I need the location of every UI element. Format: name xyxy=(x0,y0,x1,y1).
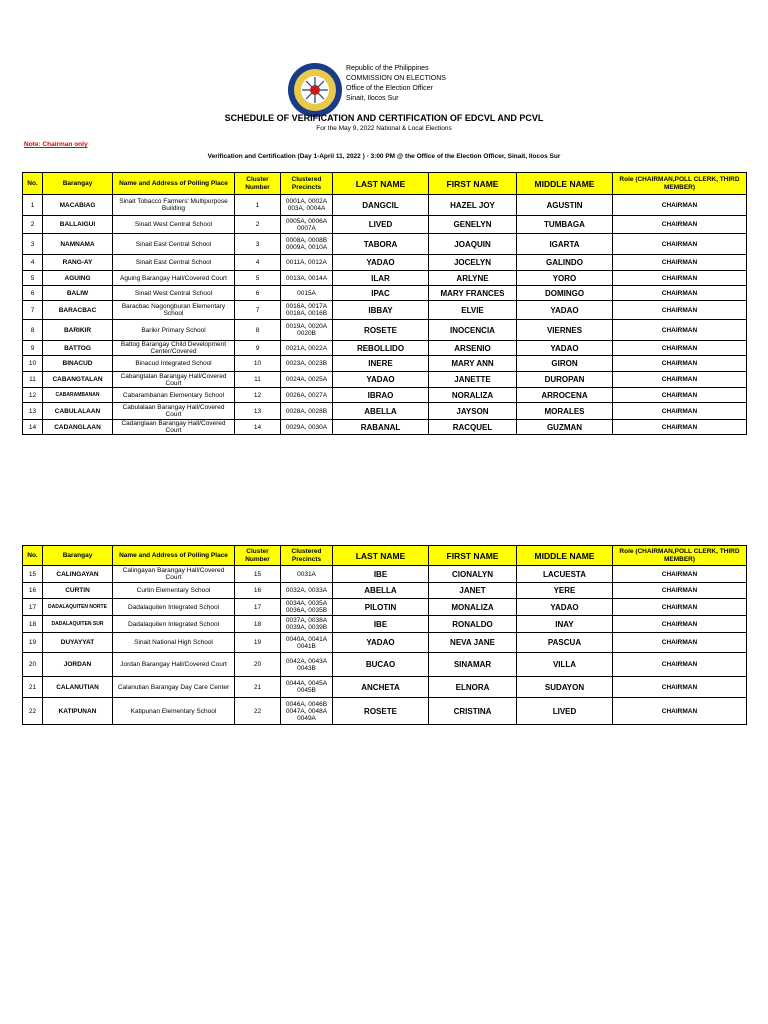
header-line-commission: COMMISSION ON ELECTIONS xyxy=(346,75,446,82)
last-name-cell: REBOLLIDO xyxy=(333,341,429,356)
role-cell: CHAIRMAN xyxy=(613,271,747,286)
table-row xyxy=(23,356,747,372)
precincts-cell: 0008A, 0008B 0009A, 0010A xyxy=(281,234,333,255)
first-name-cell: CIONALYN xyxy=(429,566,517,583)
barangay-cell: JORDAN xyxy=(43,653,113,677)
barangay-cell: DADALAQUITEN NORTE xyxy=(43,599,113,616)
polling-place-cell: Calanutian Barangay Day Care Center xyxy=(113,677,235,698)
schedule-table-2 xyxy=(22,545,747,725)
middle-name-cell: GIRON xyxy=(517,356,613,372)
col-barangay: Barangay xyxy=(43,546,113,566)
precincts-cell: 0015A xyxy=(281,286,333,301)
middle-name-cell: LIVED xyxy=(517,698,613,725)
cluster-number-cell: 8 xyxy=(235,320,281,341)
polling-place-cell: Cadanglaan Barangay Hall/Covered Court xyxy=(113,420,235,435)
table-row xyxy=(23,420,747,435)
middle-name-cell: TUMBAGA xyxy=(517,216,613,234)
middle-name-cell: YADAO xyxy=(517,301,613,320)
middle-name-cell: YORO xyxy=(517,271,613,286)
row-number: 11 xyxy=(23,372,43,388)
table-row xyxy=(23,698,747,725)
polling-place-cell: Sinait Tobacco Farmers' Multipurpose Building xyxy=(113,195,235,216)
table-row xyxy=(23,341,747,356)
precincts-cell: 0029A, 0030A xyxy=(281,420,333,435)
cluster-number-cell: 12 xyxy=(235,388,281,403)
barangay-cell: BALIW xyxy=(43,286,113,301)
row-number: 21 xyxy=(23,677,43,698)
role-cell: CHAIRMAN xyxy=(613,403,747,420)
barangay-cell: BALLAIGUI xyxy=(43,216,113,234)
note-text: Note: Chairman only xyxy=(24,141,88,148)
precincts-cell: 0026A, 0027A xyxy=(281,388,333,403)
first-name-cell: MARY FRANCES xyxy=(429,286,517,301)
header-line-location: Sinait, Ilocos Sur xyxy=(346,95,399,102)
last-name-cell: LIVED xyxy=(333,216,429,234)
role-cell: CHAIRMAN xyxy=(613,388,747,403)
last-name-cell: IBE xyxy=(333,616,429,633)
barangay-cell: DUYAYYAT xyxy=(43,633,113,653)
last-name-cell: DANGCIL xyxy=(333,195,429,216)
polling-place-cell: Sinait East Central School xyxy=(113,255,235,271)
row-number: 3 xyxy=(23,234,43,255)
row-number: 13 xyxy=(23,403,43,420)
last-name-cell: TABORA xyxy=(333,234,429,255)
last-name-cell: ABELLA xyxy=(333,403,429,420)
last-name-cell: ROSETE xyxy=(333,320,429,341)
precincts-cell: 0034A, 0035A 0036A, 0035B xyxy=(281,599,333,616)
cluster-number-cell: 7 xyxy=(235,301,281,320)
row-number: 20 xyxy=(23,653,43,677)
precincts-cell: 0021A, 0022A xyxy=(281,341,333,356)
table-row xyxy=(23,566,747,583)
table-row xyxy=(23,271,747,286)
barangay-cell: BARACBAC xyxy=(43,301,113,320)
first-name-cell: MARY ANN xyxy=(429,356,517,372)
middle-name-cell: PASCUA xyxy=(517,633,613,653)
role-cell: CHAIRMAN xyxy=(613,301,747,320)
row-number: 10 xyxy=(23,356,43,372)
first-name-cell: NEVA JANE xyxy=(429,633,517,653)
first-name-cell: ARSENIO xyxy=(429,341,517,356)
cluster-number-cell: 21 xyxy=(235,677,281,698)
table-row xyxy=(23,653,747,677)
table-row xyxy=(23,372,747,388)
first-name-cell: INOCENCIA xyxy=(429,320,517,341)
row-number: 17 xyxy=(23,599,43,616)
polling-place-cell: Sinait West Central School xyxy=(113,216,235,234)
row-number: 22 xyxy=(23,698,43,725)
polling-place-cell: Dadalaquiten Integrated School xyxy=(113,599,235,616)
middle-name-cell: DOMINGO xyxy=(517,286,613,301)
row-number: 9 xyxy=(23,341,43,356)
first-name-cell: GENELYN xyxy=(429,216,517,234)
polling-place-cell: Sinait National High School xyxy=(113,633,235,653)
middle-name-cell: INAY xyxy=(517,616,613,633)
barangay-cell: CABULALAAN xyxy=(43,403,113,420)
first-name-cell: JOAQUIN xyxy=(429,234,517,255)
last-name-cell: IBE xyxy=(333,566,429,583)
last-name-cell: YADAO xyxy=(333,372,429,388)
col-polling-place: Name and Address of Polling Place xyxy=(113,546,235,566)
role-cell: CHAIRMAN xyxy=(613,255,747,271)
role-cell: CHAIRMAN xyxy=(613,286,747,301)
cluster-number-cell: 18 xyxy=(235,616,281,633)
first-name-cell: ELNORA xyxy=(429,677,517,698)
row-number: 7 xyxy=(23,301,43,320)
barangay-cell: BATTOG xyxy=(43,341,113,356)
first-name-cell: RACQUEL xyxy=(429,420,517,435)
cluster-number-cell: 15 xyxy=(235,566,281,583)
table-header-row xyxy=(23,173,747,195)
cluster-number-cell: 9 xyxy=(235,341,281,356)
precincts-cell: 0023A, 0023B xyxy=(281,356,333,372)
col-first-name: FIRST NAME xyxy=(429,546,517,566)
first-name-cell: RONALDO xyxy=(429,616,517,633)
barangay-cell: MACABIAG xyxy=(43,195,113,216)
polling-place-cell: Cabulalaan Barangay Hall/Covered Court xyxy=(113,403,235,420)
last-name-cell: ROSETE xyxy=(333,698,429,725)
middle-name-cell: ARROCENA xyxy=(517,388,613,403)
first-name-cell: MONALIZA xyxy=(429,599,517,616)
last-name-cell: ILAR xyxy=(333,271,429,286)
role-cell: CHAIRMAN xyxy=(613,583,747,599)
verification-schedule-text: Verification and Certification (Day 1-April 11, 2022 ) - 3:00 PM @ the Office of the Election Officer, Sinait, Ilocos Sur xyxy=(207,153,561,160)
row-number: 19 xyxy=(23,633,43,653)
col-no: No. xyxy=(23,173,43,195)
cluster-number-cell: 3 xyxy=(235,234,281,255)
last-name-cell: IPAC xyxy=(333,286,429,301)
table-row xyxy=(23,301,747,320)
barangay-cell: CALANUTIAN xyxy=(43,677,113,698)
precincts-cell: 0013A, 0014A xyxy=(281,271,333,286)
middle-name-cell: VILLA xyxy=(517,653,613,677)
table-row xyxy=(23,216,747,234)
precincts-cell: 0024A, 0025A xyxy=(281,372,333,388)
role-cell: CHAIRMAN xyxy=(613,216,747,234)
middle-name-cell: GALINDO xyxy=(517,255,613,271)
table-row xyxy=(23,583,747,599)
last-name-cell: YADAO xyxy=(333,633,429,653)
precincts-cell: 0016A, 0017A 0018A, 0016B xyxy=(281,301,333,320)
col-role: Role (CHAIRMAN,POLL CLERK, THIRD MEMBER) xyxy=(613,173,747,195)
polling-place-cell: Aguing Barangay Hall/Covered Court xyxy=(113,271,235,286)
precincts-cell: 0001A, 0002A 003A, 0004A xyxy=(281,195,333,216)
col-last-name: LAST NAME xyxy=(333,173,429,195)
row-number: 16 xyxy=(23,583,43,599)
last-name-cell: BUCAO xyxy=(333,653,429,677)
role-cell: CHAIRMAN xyxy=(613,616,747,633)
cluster-number-cell: 1 xyxy=(235,195,281,216)
col-polling-place: Name and Address of Polling Place xyxy=(113,173,235,195)
middle-name-cell: VIERNES xyxy=(517,320,613,341)
cluster-number-cell: 4 xyxy=(235,255,281,271)
precincts-cell: 0042A, 0043A 0043B xyxy=(281,653,333,677)
middle-name-cell: YERE xyxy=(517,583,613,599)
cluster-number-cell: 5 xyxy=(235,271,281,286)
polling-place-cell: Barikir Primary School xyxy=(113,320,235,341)
barangay-cell: CABARAMBANAN xyxy=(43,388,113,403)
table-row xyxy=(23,599,747,616)
middle-name-cell: GUZMAN xyxy=(517,420,613,435)
table-header-row xyxy=(23,546,747,566)
precincts-cell: 0044A, 0045A 0045B xyxy=(281,677,333,698)
col-last-name: LAST NAME xyxy=(333,546,429,566)
document-title: SCHEDULE OF VERIFICATION AND CERTIFICATION OF EDCVL AND PCVL xyxy=(224,113,544,123)
row-number: 1 xyxy=(23,195,43,216)
last-name-cell: PILOTIN xyxy=(333,599,429,616)
col-precincts: Clustered Precincts xyxy=(281,546,333,566)
first-name-cell: JAYSON xyxy=(429,403,517,420)
header-line-republic: Republic of the Philippines xyxy=(346,65,429,72)
barangay-cell: CALINGAYAN xyxy=(43,566,113,583)
header-line-office: Office of the Election Officer xyxy=(346,85,433,92)
document-subtitle: For the May 9, 2022 National & Local Elections xyxy=(316,125,452,132)
first-name-cell: ARLYNE xyxy=(429,271,517,286)
precincts-cell: 0028A, 0028B xyxy=(281,403,333,420)
row-number: 15 xyxy=(23,566,43,583)
table-row xyxy=(23,255,747,271)
col-role: Role (CHAIRMAN,POLL CLERK, THIRD MEMBER) xyxy=(613,546,747,566)
barangay-cell: RANG-AY xyxy=(43,255,113,271)
cluster-number-cell: 16 xyxy=(235,583,281,599)
table-row xyxy=(23,286,747,301)
table-row xyxy=(23,388,747,403)
col-barangay: Barangay xyxy=(43,173,113,195)
col-no: No. xyxy=(23,546,43,566)
role-cell: CHAIRMAN xyxy=(613,633,747,653)
role-cell: CHAIRMAN xyxy=(613,234,747,255)
cluster-number-cell: 13 xyxy=(235,403,281,420)
first-name-cell: ELVIE xyxy=(429,301,517,320)
first-name-cell: JANET xyxy=(429,583,517,599)
middle-name-cell: AGUSTIN xyxy=(517,195,613,216)
cluster-number-cell: 22 xyxy=(235,698,281,725)
role-cell: CHAIRMAN xyxy=(613,320,747,341)
middle-name-cell: YADAO xyxy=(517,599,613,616)
precincts-cell: 0040A, 0041A 0041B xyxy=(281,633,333,653)
col-first-name: FIRST NAME xyxy=(429,173,517,195)
col-middle-name: MIDDLE NAME xyxy=(517,546,613,566)
polling-place-cell: Cabangtalan Barangay Hall/Covered Court xyxy=(113,372,235,388)
table-row xyxy=(23,195,747,216)
table-row xyxy=(23,403,747,420)
row-number: 12 xyxy=(23,388,43,403)
role-cell: CHAIRMAN xyxy=(613,677,747,698)
polling-place-cell: Calingayan Barangay Hall/Covered Court xyxy=(113,566,235,583)
polling-place-cell: Katipunan Elementary School xyxy=(113,698,235,725)
last-name-cell: IBRAO xyxy=(333,388,429,403)
last-name-cell: YADAO xyxy=(333,255,429,271)
middle-name-cell: SUDAYON xyxy=(517,677,613,698)
role-cell: CHAIRMAN xyxy=(613,599,747,616)
barangay-cell: KATIPUNAN xyxy=(43,698,113,725)
table-row xyxy=(23,633,747,653)
barangay-cell: NAMNAMA xyxy=(43,234,113,255)
cluster-number-cell: 20 xyxy=(235,653,281,677)
row-number: 6 xyxy=(23,286,43,301)
role-cell: CHAIRMAN xyxy=(613,356,747,372)
barangay-cell: CABANGTALAN xyxy=(43,372,113,388)
polling-place-cell: Cabarambanan Elementary School xyxy=(113,388,235,403)
role-cell: CHAIRMAN xyxy=(613,372,747,388)
middle-name-cell: YADAO xyxy=(517,341,613,356)
cluster-number-cell: 11 xyxy=(235,372,281,388)
first-name-cell: JOCELYN xyxy=(429,255,517,271)
role-cell: CHAIRMAN xyxy=(613,420,747,435)
precincts-cell: 0019A, 0020A 0020B xyxy=(281,320,333,341)
table-row xyxy=(23,616,747,633)
polling-place-cell: Jordan Barangay Hall/Covered Court xyxy=(113,653,235,677)
polling-place-cell: Sinait West Central School xyxy=(113,286,235,301)
role-cell: CHAIRMAN xyxy=(613,195,747,216)
role-cell: CHAIRMAN xyxy=(613,566,747,583)
row-number: 8 xyxy=(23,320,43,341)
polling-place-cell: Dadalaquiten Integrated School xyxy=(113,616,235,633)
precincts-cell: 0031A xyxy=(281,566,333,583)
role-cell: CHAIRMAN xyxy=(613,698,747,725)
first-name-cell: CRISTINA xyxy=(429,698,517,725)
polling-place-cell: Binacud Integrated School xyxy=(113,356,235,372)
middle-name-cell: LACUESTA xyxy=(517,566,613,583)
col-cluster: Cluster Number xyxy=(235,546,281,566)
table-row xyxy=(23,234,747,255)
table-row xyxy=(23,677,747,698)
middle-name-cell: IGARTA xyxy=(517,234,613,255)
precincts-cell: 0046A, 0046B 0047A, 0048A 0049A xyxy=(281,698,333,725)
cluster-number-cell: 14 xyxy=(235,420,281,435)
last-name-cell: ABELLA xyxy=(333,583,429,599)
precincts-cell: 0032A, 0033A xyxy=(281,583,333,599)
barangay-cell: AGUING xyxy=(43,271,113,286)
barangay-cell: BINACUD xyxy=(43,356,113,372)
cluster-number-cell: 6 xyxy=(235,286,281,301)
col-precincts: Clustered Precincts xyxy=(281,173,333,195)
row-number: 2 xyxy=(23,216,43,234)
row-number: 14 xyxy=(23,420,43,435)
polling-place-cell: Sinait East Central School xyxy=(113,234,235,255)
row-number: 18 xyxy=(23,616,43,633)
role-cell: CHAIRMAN xyxy=(613,653,747,677)
last-name-cell: INERE xyxy=(333,356,429,372)
first-name-cell: SINAMAR xyxy=(429,653,517,677)
cluster-number-cell: 2 xyxy=(235,216,281,234)
table-row xyxy=(23,320,747,341)
agency-header xyxy=(346,64,446,104)
first-name-cell: JANETTE xyxy=(429,372,517,388)
row-number: 4 xyxy=(23,255,43,271)
polling-place-cell: Battog Barangay Child Development Center/Covered xyxy=(113,341,235,356)
polling-place-cell: Baracbac Nagongburan Elementary School xyxy=(113,301,235,320)
col-middle-name: MIDDLE NAME xyxy=(517,173,613,195)
role-cell: CHAIRMAN xyxy=(613,341,747,356)
polling-place-cell: Curtin Elementary School xyxy=(113,583,235,599)
middle-name-cell: DUROPAN xyxy=(517,372,613,388)
precincts-cell: 0011A, 0012A xyxy=(281,255,333,271)
precincts-cell: 0037A, 0038A 0039A, 0039B xyxy=(281,616,333,633)
barangay-cell: CADANGLAAN xyxy=(43,420,113,435)
barangay-cell: CURTIN xyxy=(43,583,113,599)
cluster-number-cell: 17 xyxy=(235,599,281,616)
schedule-table-1 xyxy=(22,172,747,435)
comelec-seal-icon xyxy=(287,62,343,118)
last-name-cell: IBBAY xyxy=(333,301,429,320)
first-name-cell: HAZEL JOY xyxy=(429,195,517,216)
precincts-cell: 0005A, 0006A 0007A xyxy=(281,216,333,234)
barangay-cell: DADALAQUITEN SUR xyxy=(43,616,113,633)
barangay-cell: BARIKIR xyxy=(43,320,113,341)
middle-name-cell: MORALES xyxy=(517,403,613,420)
last-name-cell: ANCHETA xyxy=(333,677,429,698)
row-number: 5 xyxy=(23,271,43,286)
cluster-number-cell: 19 xyxy=(235,633,281,653)
col-cluster: Cluster Number xyxy=(235,173,281,195)
cluster-number-cell: 10 xyxy=(235,356,281,372)
last-name-cell: RABANAL xyxy=(333,420,429,435)
first-name-cell: NORALIZA xyxy=(429,388,517,403)
